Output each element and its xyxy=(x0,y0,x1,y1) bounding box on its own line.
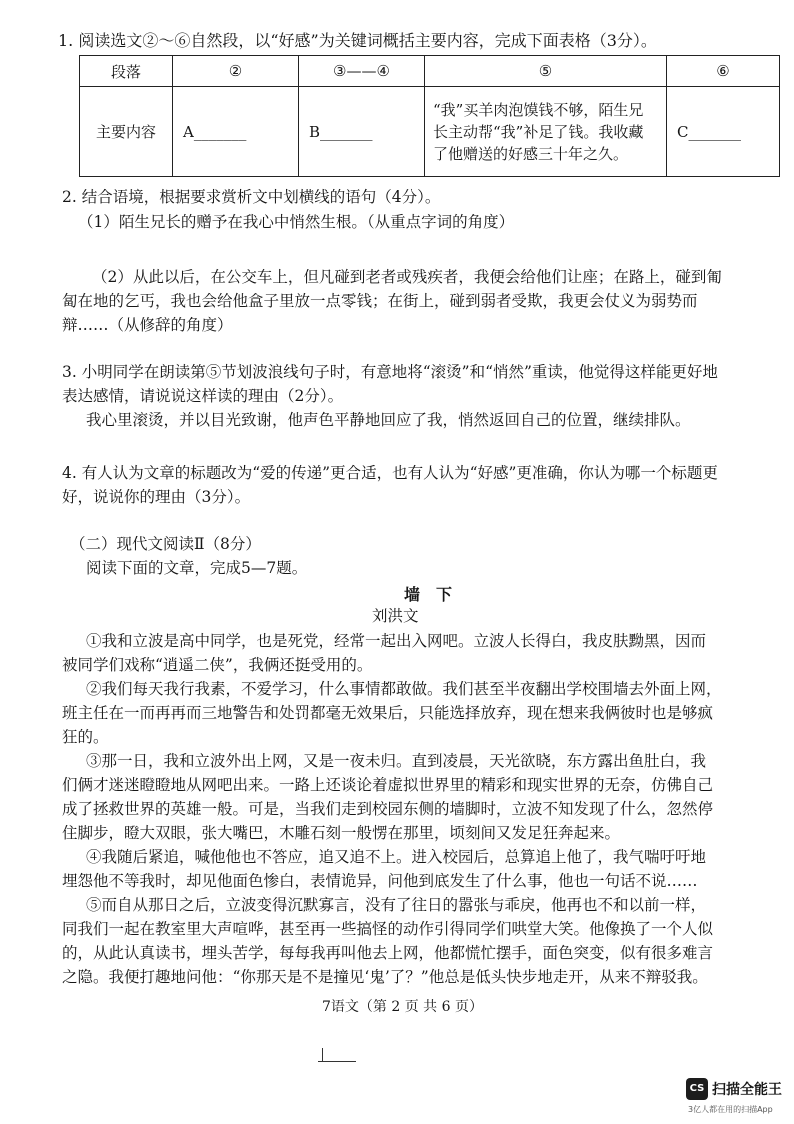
table-header-row xyxy=(80,56,780,87)
article-p3-line-2: 们俩才迷迷瞪瞪地从网吧出来。一路上还谈论着虚拟世界里的精彩和现实世界的无奈，仿佛自己 xyxy=(62,776,714,794)
header-para-3-4: ③——④ xyxy=(299,56,425,87)
question-3-quote: 我心里滚烫，并以目光致谢，他声色平静地回应了我，悄然返回自己的位置，继续排队。 xyxy=(86,411,691,429)
section-2-instruction: 阅读下面的文章，完成5—7题。 xyxy=(86,559,308,577)
header-para-5: ⑤ xyxy=(425,56,667,87)
article-p5-line-1: ⑤而自从那日之后，立波变得沉默寡言，没有了往日的嚣张与乖戾，他再也不和以前一样， xyxy=(86,896,707,914)
scanner-logo-icon: CS xyxy=(686,1078,708,1100)
article-p3-line-4: 住脚步，瞪大双眼，张大嘴巴，木雕石刻一般愣在那里，顷刻间又发足狂奔起来。 xyxy=(62,824,621,842)
question-3-line-2: 表达感情，请说说这样读的理由（2分）。 xyxy=(62,387,344,405)
question-2-part-2-line-3: 辩……（从修辞的角度） xyxy=(62,316,233,334)
article-author: 刘洪文 xyxy=(372,607,419,625)
answer-blank-a[interactable]: A_______ xyxy=(173,87,299,177)
question-2-part-2-line-1: （2）从此以后，在公交车上，但凡碰到老者或残疾者，我便会给他们让座；在路上，碰到匍 xyxy=(92,268,722,286)
article-p2-line-2: 班主任在一而再再而三地警告和处罚都毫无效果后，只能选择放弃，现在想来我俩彼时也是够疯 xyxy=(62,704,714,722)
given-summary-para-5: “我”买羊肉泡馍钱不够，陌生兄长主动帮“我”补足了钱。我收藏了他赠送的好感三十年之久。 xyxy=(425,87,667,177)
header-paragraph: 段落 xyxy=(80,56,173,87)
article-p3-line-3: 成了拯救世界的英雄一般。可是，当我们走到校园东侧的墙脚时，立波不知发现了什么，忽然停 xyxy=(62,800,714,818)
binding-mark xyxy=(322,1048,337,1062)
article-p4-line-2: 埋怨他不等我时，却见他面色惨白，表情诡异，问他到底发生了什么事，他也一句话不说…… xyxy=(62,872,698,890)
article-p5-line-2: 同我们一起在教室里大声喧哗，甚至再一些搞怪的动作引得同学们哄堂大笑。他像换了一个人似 xyxy=(62,920,714,938)
question-2-part-2-line-2: 匐在地的乞丐，我也会给他盒子里放一点零钱；在街上，碰到弱者受欺，我更会仗义为弱势而 xyxy=(62,292,698,310)
section-2-heading: （二）现代文阅读Ⅱ（8分） xyxy=(70,535,261,553)
article-p1-line-1: ①我和立波是高中同学，也是死党，经常一起出入网吧。立波人长得白，我皮肤黝黑，因而 xyxy=(86,632,707,650)
scanner-tagline: 3亿人都在用的扫描App xyxy=(688,1105,773,1114)
question-2-prompt: 2. 结合语境，根据要求赏析文中划横线的语句（4分）。 xyxy=(62,188,441,206)
article-p2-line-1: ②我们每天我行我素，不爱学习，什么事情都敢做。我们甚至半夜翻出学校围墙去外面上网， xyxy=(86,680,722,698)
question-4-line-2: 好，说说你的理由（3分）。 xyxy=(62,488,251,506)
table-content-row xyxy=(80,87,780,177)
header-para-2: ② xyxy=(173,56,299,87)
article-p4-line-1: ④我随后紧追，喊他他也不答应，追又追不上。进入校园后，总算追上他了，我气喘吁吁地 xyxy=(86,848,707,866)
answer-blank-b[interactable]: B_______ xyxy=(299,87,425,177)
question-4-line-1: 4. 有人认为文章的标题改为“爱的传递”更合适，也有人认为“好感”更准确，你认为哪一个标题更 xyxy=(62,464,718,482)
question-1-prompt: 1. 阅读选文②～⑥自然段，以“好感”为关键词概括主要内容，完成下面表格（3分）。 xyxy=(58,31,657,50)
article-p5-line-4: 之隐。我便打趣地问他：“你那天是不是撞见‘鬼’了？”他总是低头快步地走开，从来不辩驳我。 xyxy=(62,968,708,986)
binding-mark-base xyxy=(318,1061,356,1062)
answer-blank-c[interactable]: C_______ xyxy=(667,87,780,177)
article-p5-line-3: 的，从此认真读书，埋头苦学，每每我再叫他去上网，他都慌忙摆手，面色突变，似有很多难言 xyxy=(62,944,714,962)
header-para-6: ⑥ xyxy=(667,56,780,87)
page-footer: 7语文（第 2 页 共 6 页） xyxy=(322,999,483,1015)
article-title: 墙 下 xyxy=(404,585,453,604)
article-p3-line-1: ③那一日，我和立波外出上网，又是一夜未归。直到凌晨，天光欲晓，东方露出鱼肚白，我 xyxy=(86,752,707,770)
summary-table xyxy=(79,55,780,177)
row-label-main-content: 主要内容 xyxy=(80,87,173,177)
question-3-line-1: 3. 小明同学在朗读第⑤节划波浪线句子时，有意地将“滚烫”和“悄然”重读，他觉得这样能更好地 xyxy=(62,363,718,381)
question-2-part-1: （1）陌生兄长的赠予在我心中悄然生根。（从重点字词的角度） xyxy=(78,213,515,231)
article-p1-line-2: 被同学们戏称“逍遥二侠”，我俩还挺受用的。 xyxy=(62,656,373,674)
article-p2-line-3: 狂的。 xyxy=(62,728,109,746)
scanner-app-name: 扫描全能王 xyxy=(712,1082,782,1098)
